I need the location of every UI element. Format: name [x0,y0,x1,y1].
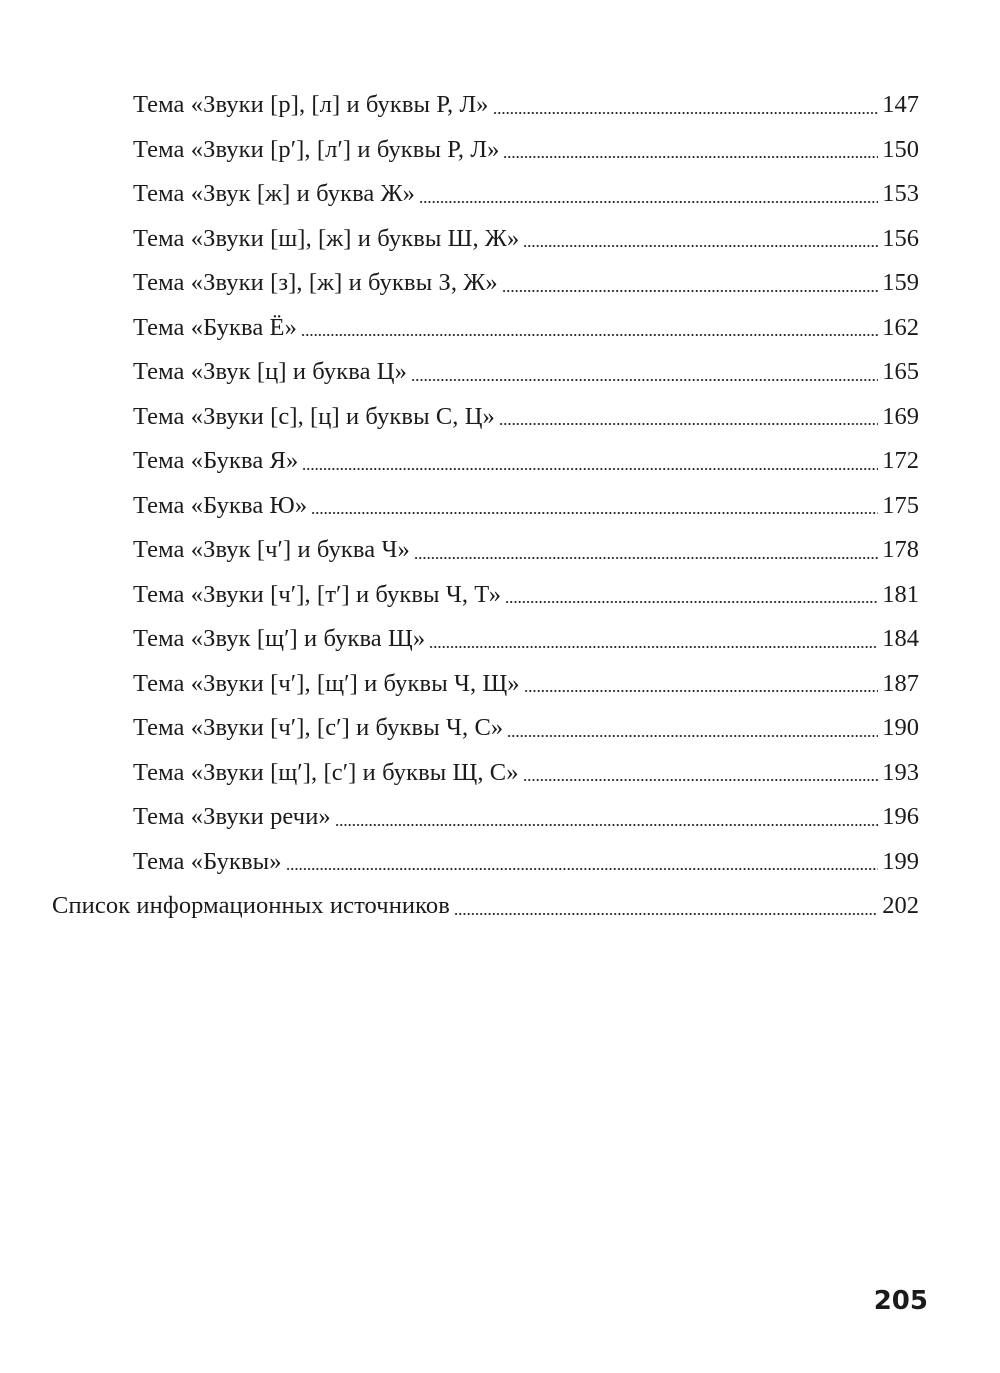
toc-entry-title: Тема «Звуки [ч′], [т′] и буквы Ч, Т» [133,580,502,608]
toc-entry-page: 199 [882,847,919,875]
dot-leader [286,867,879,871]
toc-entry-page: 172 [882,447,919,474]
toc-entry-page: 202 [882,892,919,919]
toc-entry-page: 162 [882,313,919,341]
toc-entry-title: Тема «Звуки [з], [ж] и буквы З, Ж» [133,269,498,296]
toc-entry [0,340,1000,385]
toc-entry-title: Тема «Звуки [ш], [ж] и буквы Ш, Ж» [133,224,520,252]
toc-entry [0,652,1000,697]
dot-leader [503,155,878,159]
dot-leader [523,778,879,782]
toc-entry-page: 165 [882,358,919,385]
toc-entry-title: Тема «Звуки речи» [133,803,331,830]
dot-leader [411,378,878,382]
toc-entry-page: 190 [882,714,919,741]
dot-leader [523,244,878,248]
table-of-contents [0,73,1000,919]
toc-entry-title: Тема «Буква Ё» [133,313,297,341]
toc-entry [0,162,1000,207]
toc-entry [0,607,1000,652]
toc-entry-page: 178 [882,536,919,563]
toc-entry-page: 184 [882,625,919,652]
toc-entry [0,741,1000,786]
toc-entry-title: Тема «Звуки [ч′], [щ′] и буквы Ч, Щ» [133,669,520,697]
toc-entry-page: 156 [882,224,919,252]
dot-leader [429,645,878,649]
toc-entry [0,785,1000,830]
dot-leader [493,111,879,115]
dot-leader [414,556,878,560]
toc-entry-sources [0,874,1000,919]
toc-entry-title: Тема «Звуки [с], [ц] и буквы С, Ц» [133,402,495,430]
dot-leader [419,200,878,204]
toc-entry [0,118,1000,163]
toc-entry-title: Тема «Звук [ж] и буква Ж» [133,180,416,207]
dot-leader [454,912,878,916]
toc-entry [0,696,1000,741]
toc-entry [0,830,1000,875]
page-number: 205 [873,1286,928,1316]
dot-leader [301,333,878,337]
toc-entry-title: Тема «Звуки [р], [л] и буквы Р, Л» [133,91,489,118]
toc-entry [0,251,1000,296]
toc-entry-page: 193 [882,758,919,786]
toc-entry-title: Тема «Звук [ч′] и буква Ч» [133,536,410,563]
toc-entry-title: Тема «Звуки [р′], [л′] и буквы Р, Л» [133,135,500,163]
toc-entry-page: 159 [882,269,919,296]
toc-entry-title: Тема «Буква Ю» [133,491,308,519]
toc-entry-title: Тема «Буквы» [133,847,282,875]
toc-entry-title: Тема «Звук [ц] и буква Ц» [133,358,407,385]
dot-leader [302,467,878,471]
toc-entry-page: 196 [882,803,919,830]
toc-entry [0,207,1000,252]
toc-entry [0,429,1000,474]
toc-entry-page: 147 [882,91,919,118]
toc-entry-page: 187 [882,669,919,697]
dot-leader [507,734,878,738]
toc-entry [0,563,1000,608]
toc-entry-page: 169 [882,402,919,430]
toc-entry-page: 153 [882,180,919,207]
dot-leader [499,422,878,426]
toc-entry [0,518,1000,563]
dot-leader [524,689,879,693]
dot-leader [335,823,878,827]
dot-leader [505,600,878,604]
toc-entry [0,385,1000,430]
toc-entry-title: Тема «Звук [щ′] и буква Щ» [133,625,426,652]
dot-leader [311,511,878,515]
toc-entry-page: 181 [882,580,919,608]
toc-entry [0,474,1000,519]
toc-entry-page: 150 [882,135,919,163]
toc-entry [0,73,1000,118]
toc-entry-title: Тема «Буква Я» [133,447,299,474]
toc-entry-title: Список информационных источников [52,892,450,919]
toc-entry-page: 175 [882,491,919,519]
toc-entry-title: Тема «Звуки [ч′], [с′] и буквы Ч, С» [133,714,504,741]
dot-leader [502,289,879,293]
toc-entry-title: Тема «Звуки [щ′], [с′] и буквы Щ, С» [133,758,519,786]
toc-entry [0,296,1000,341]
